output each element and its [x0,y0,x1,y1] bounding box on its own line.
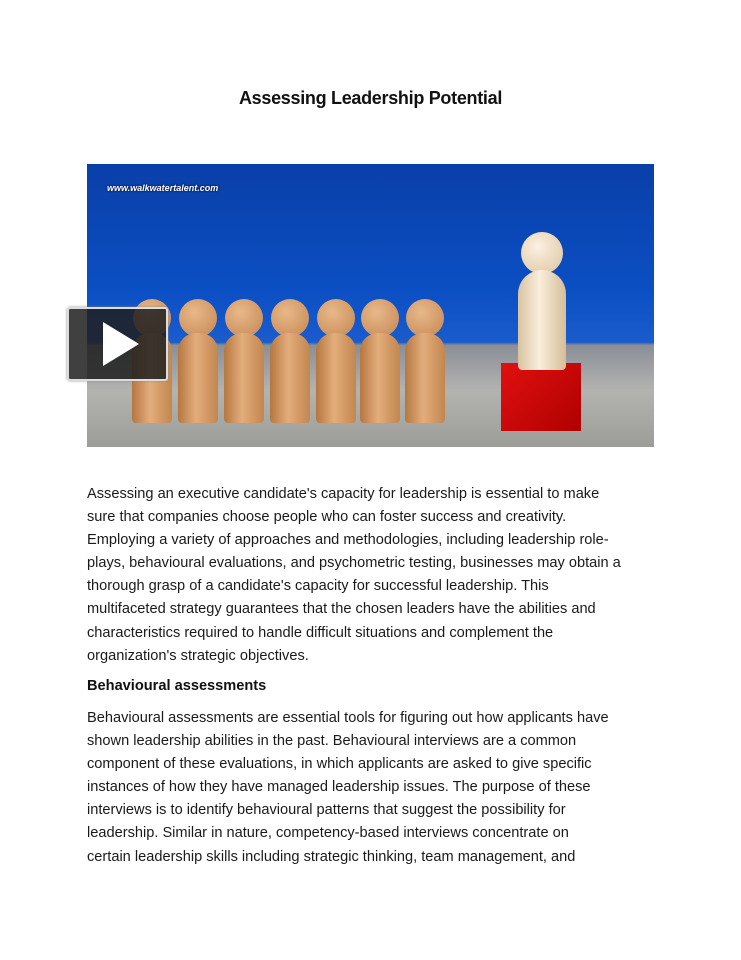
wooden-peg-figure [316,299,356,423]
wooden-peg-figure [270,299,310,423]
section-paragraph [87,707,667,869]
text-line: component of these evaluations, in which applicants are asked to give specific [87,756,592,773]
text-line: Behavioural assessments are essential tools for figuring out how applicants have [87,710,609,726]
wooden-peg-figure [360,299,400,423]
text-line: certain leadership skills including strategic thinking, team management, and [87,848,576,865]
wooden-peg-figure [405,299,445,423]
text-line: Employing a variety of approaches and methodologies, including leadership role- [87,532,609,549]
red-cube [501,363,581,431]
leader-peg-figure [521,232,561,370]
play-button[interactable] [67,307,168,381]
wooden-peg-figure [224,299,264,423]
text-line: multifaceted strategy guarantees that the chosen leaders have the abilities and [87,601,596,618]
text-line: plays, behavioural evaluations, and psychometric testing, businesses may obtain a [87,555,621,572]
text-line: instances of how they have managed leadership issues. The purpose of these [87,779,591,796]
watermark-url: www.walkwatertalent.com [107,183,219,193]
leadership-image [87,164,654,447]
text-line: leadership. Similar in nature, competency-based interviews concentrate on [87,825,569,842]
play-icon [103,322,139,366]
text-line: interviews is to identify behavioural patterns that suggest the possibility for [87,802,566,819]
section-heading: Behavioural assessments [87,678,267,694]
text-line: Assessing an executive candidate's capacity for leadership is essential to make [87,486,600,502]
wooden-peg-figure [178,299,218,423]
text-line: organization's strategic objectives. [87,647,309,664]
text-line: shown leadership abilities in the past. Behavioural interviews are a common [87,733,577,750]
text-line: characteristics required to handle difficult situations and complement the [87,624,554,641]
text-line: thorough grasp of a candidate's capacity for successful leadership. This [87,578,549,595]
intro-paragraph [87,483,667,668]
text-line: sure that companies choose people who can foster success and creativity. [87,509,567,526]
page-title: Assessing Leadership Potential [238,88,503,108]
